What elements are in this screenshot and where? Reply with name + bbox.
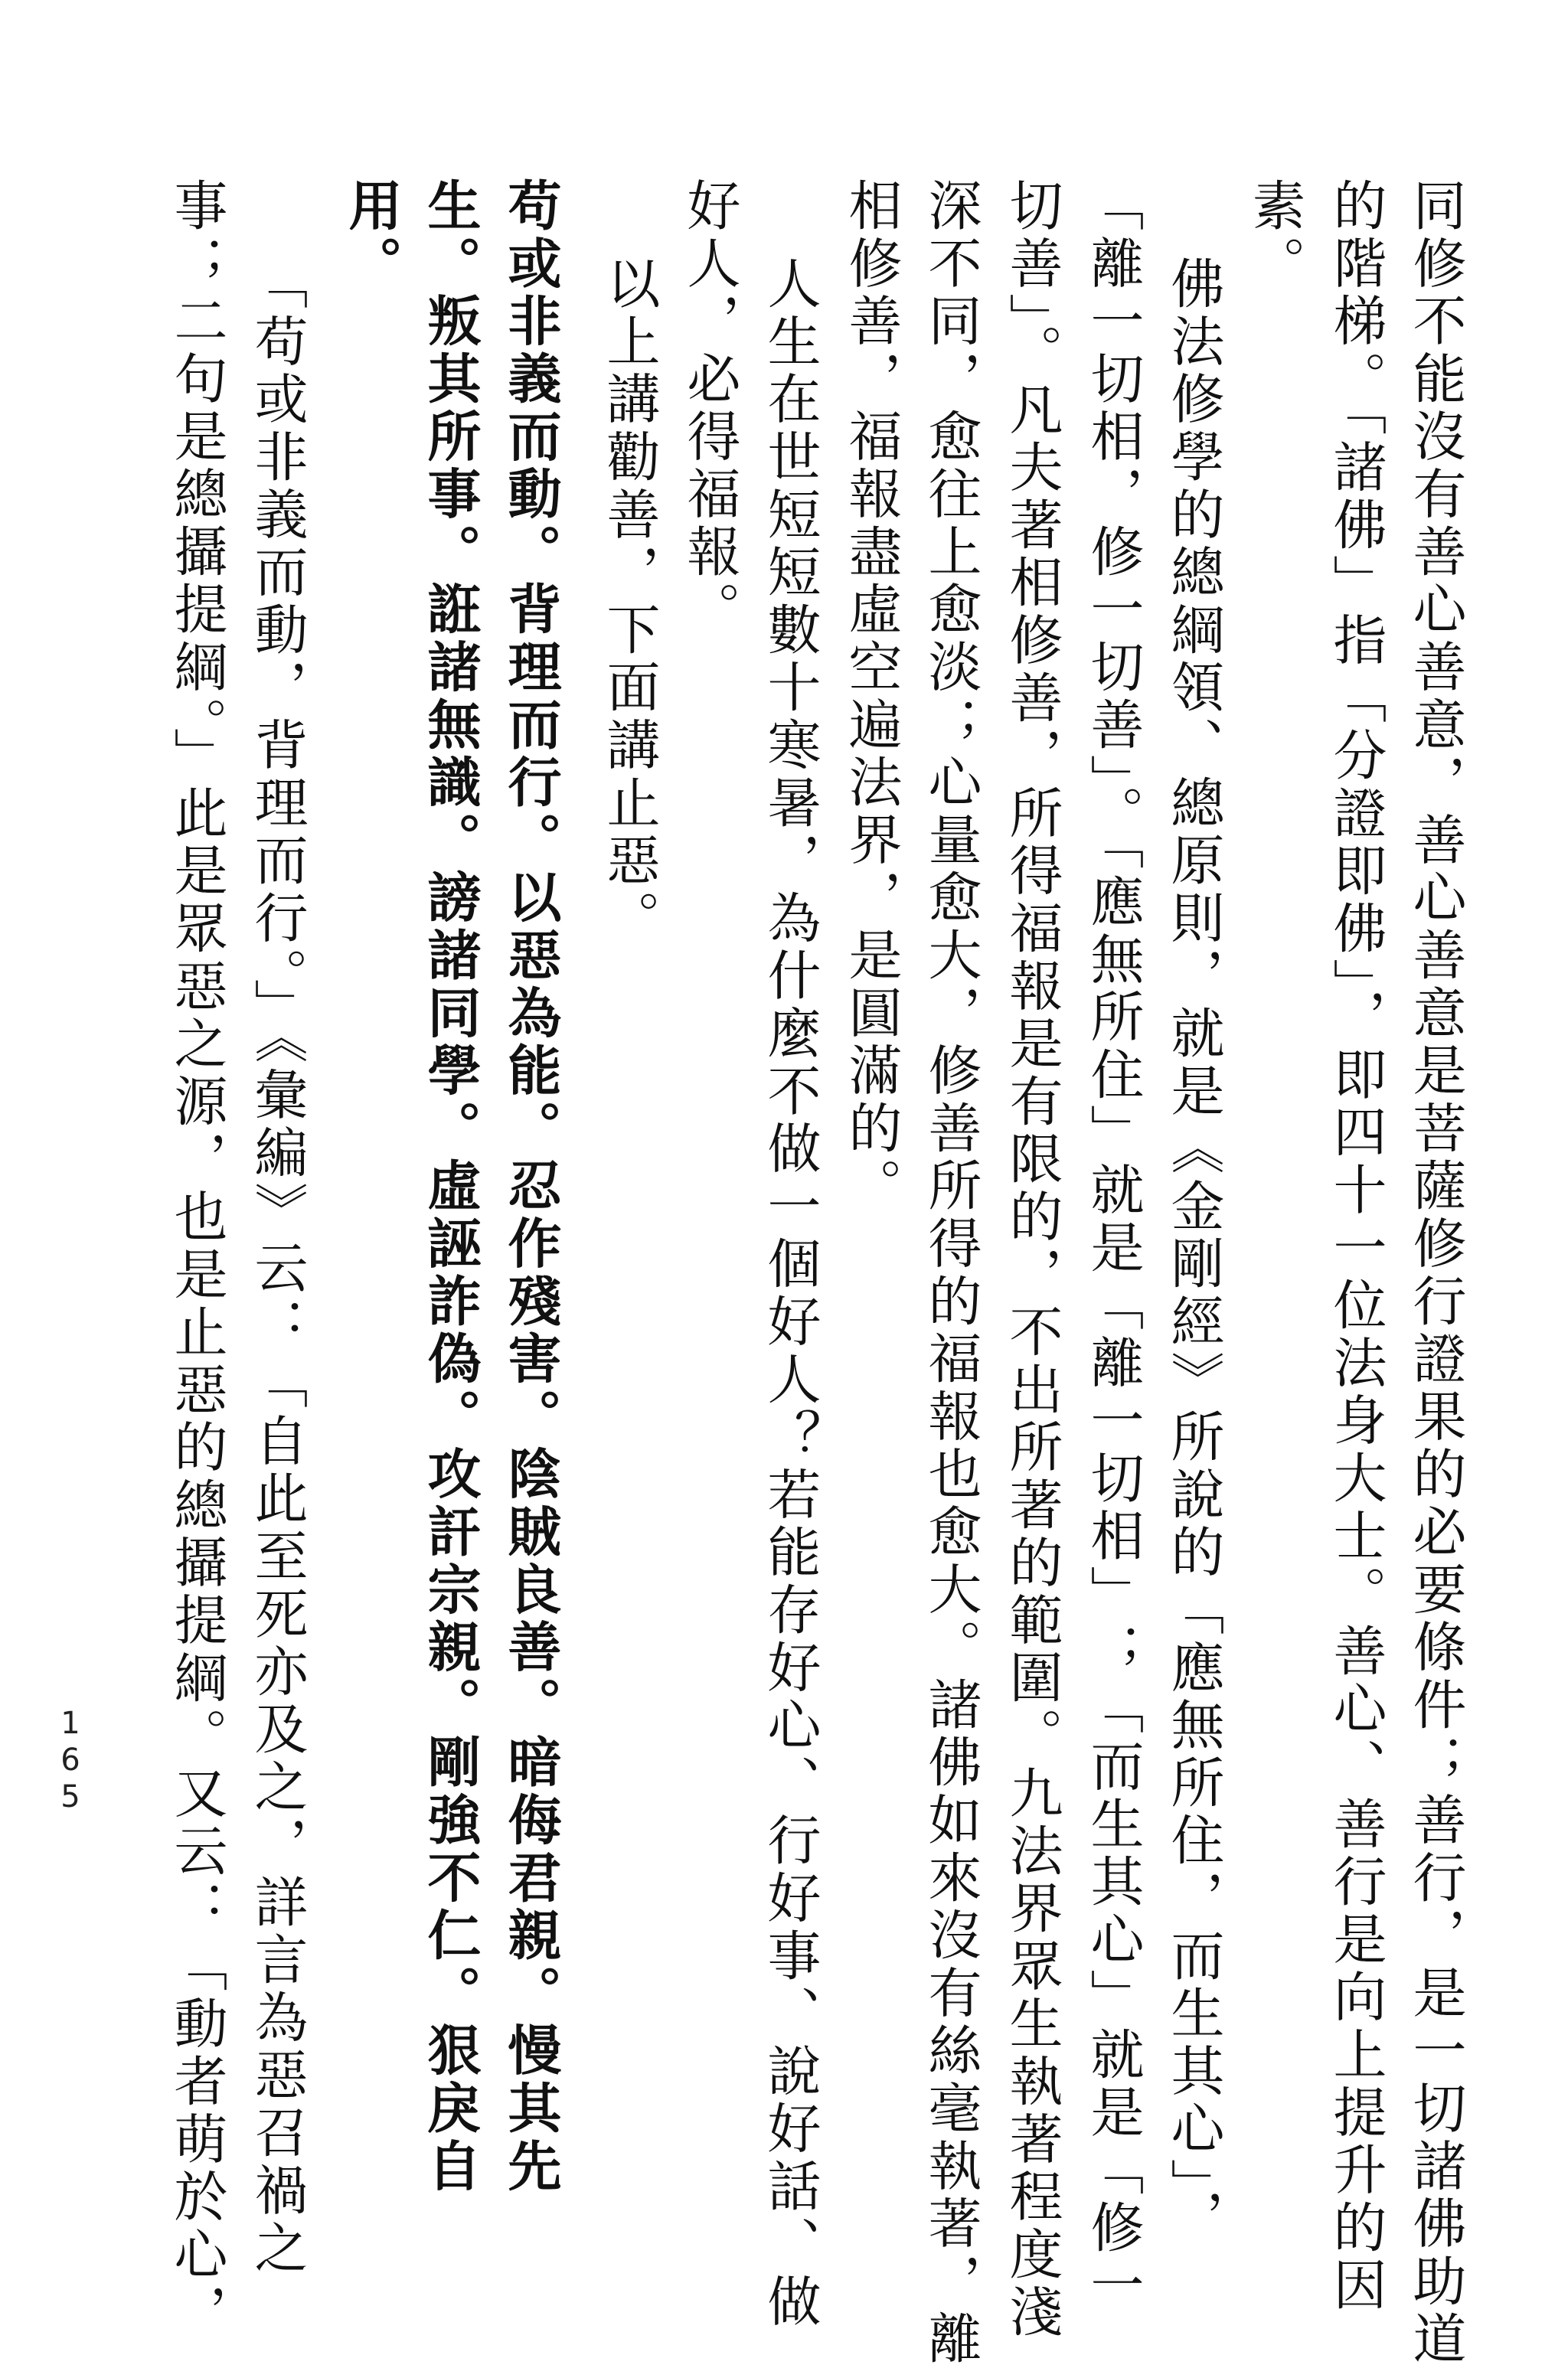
text-column-11: 以上講勸善，下面講止惡。 <box>598 256 661 948</box>
quote-column-1: 苟或非義而動。背理而行。以惡為能。忍作殘害。陰賊良善。暗侮君親。慢其先 <box>499 178 562 2196</box>
text-column-12: 「苟或非義而動，背理而行。」《彙編》云：「自此至死亦及之，詳言為惡召禍之 <box>246 256 309 2278</box>
text-column-10: 好人，必得福報。 <box>678 178 741 639</box>
quote-column-2: 生。叛其所事。誑諸無識。謗諸同學。虛誣詐偽。攻訐宗親。剛強不仁。狠戾自 <box>419 178 482 2196</box>
text-column-9: 人生在世短短數十寒暑，為什麼不做一個好人？若能存好心、行好事、說好話、做 <box>759 256 822 2331</box>
text-column-1: 同修不能沒有善心善意，善心善意是菩薩修行證果的必要條件；善行，是一切諸佛助道 <box>1404 178 1467 2368</box>
text-column-4: 佛法修學的總綱領、總原則，就是《金剛經》所說的「應無所住，而生其心」， <box>1162 256 1225 2247</box>
page-number: 165 <box>53 1706 88 1816</box>
text-column-5: 「離一切相，修一切善」。「應無所住」就是「離一切相」；「而生其心」就是「修一 <box>1082 178 1145 2315</box>
text-column-6: 切善」。凡夫著相修善，所得福報是有限的，不出所著的範圍。九法界眾生執著程度淺 <box>1001 178 1063 2342</box>
text-column-7: 深不同，愈往上愈淡；心量愈大，修善所得的福報也愈大。諸佛如來沒有絲毫執著，離 <box>920 178 982 2368</box>
text-column-13: 事；二句是總攝提綱。」此是眾惡之源，也是止惡的總攝提綱。又云：「動者萌於心， <box>165 178 228 2342</box>
quote-column-3: 用。 <box>340 178 403 293</box>
text-column-2: 的階梯。「諸佛」指「分證即佛」，即四十一位法身大士。善心、善行是向上提升的因 <box>1325 178 1387 2315</box>
text-column-3: 素。 <box>1243 178 1306 293</box>
text-column-8: 相修善，福報盡虛空遍法界，是圓滿的。 <box>840 178 903 1216</box>
